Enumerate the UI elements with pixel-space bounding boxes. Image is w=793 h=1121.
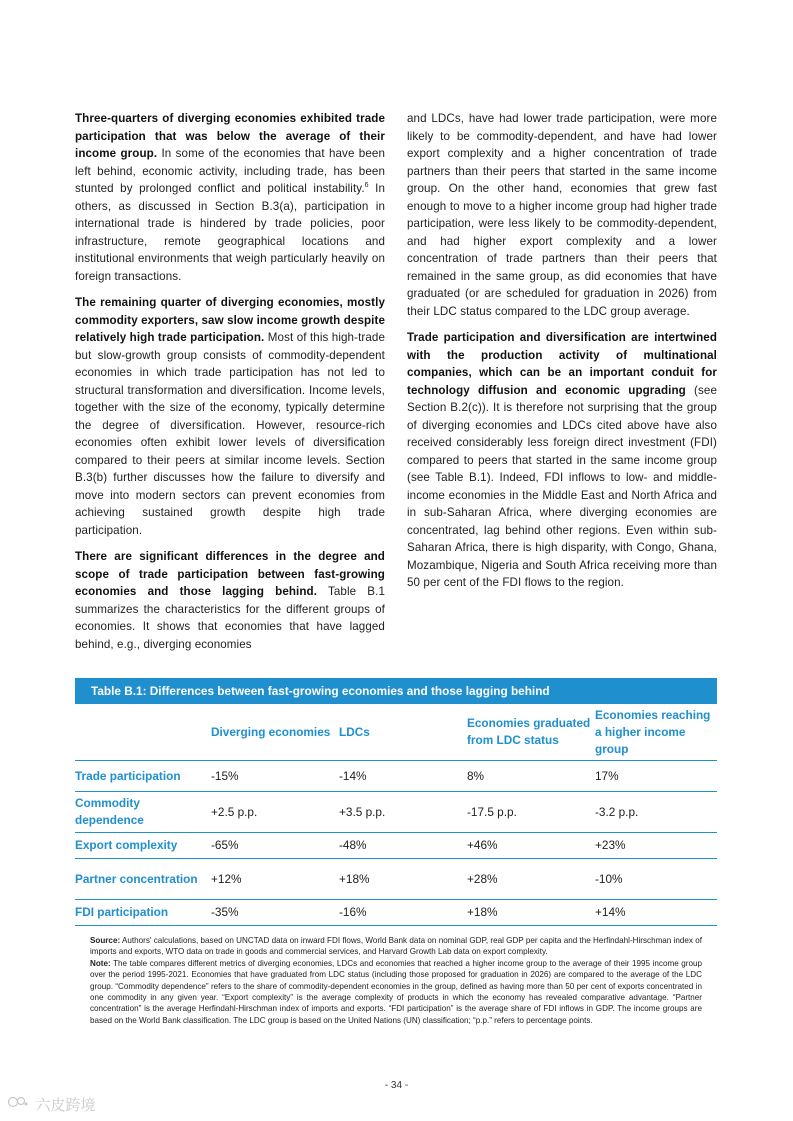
table-cell: -65% bbox=[211, 833, 339, 859]
table-cell: +18% bbox=[339, 859, 467, 900]
table-row bbox=[75, 792, 717, 833]
table-cell: +3.5 p.p. bbox=[339, 792, 467, 833]
paragraph: Trade participation and diversification are intertwined with the production activity of multinational companies, which can be an important conduit for technology diffusion and economic upgrading (see Section B.2(c)). It is therefore not surprising that the group of diverging economies and LDCs cited above have also received considerably less foreign direct investment (FDI) compared to peers that started in the same income group (see Table B.1). Indeed, FDI inflows to low- and middle-income economies in the Middle East and North Africa and in sub-Saharan Africa, where diverging economies are concentrated, lag behind other regions. Even within sub-Saharan Africa, there is high disparity, with Congo, Ghana, Mozambique, Nigeria and South Africa receiving more than 50 per cent of the FDI flows to the region. bbox=[407, 331, 717, 589]
methodology-note: Note: The table compares different metrics of diverging economies, LDCs and economies that reached a higher income group to the average of their 1995 income group over the period 1995-2021. Economies that have graduated from LDC status (including those proposed for graduation in 2026) are compared to the average of the LDC group. “Commodity dependence” refers to the share of commodity-dependent economies in the group, defined as having more than 50 per cent of exports concentrated in one commodity in any given year. “Export complexity” is the average complexity of products in which the economy has revealed comparative advantage. “Partner concentration” is the average Herfindahl-Hirschman index of imports and exports. “FDI participation” is the average share of FDI inflows in GDP. The income groups are based on the World Bank classification. The LDC group is based on the United Nations (UN) classification; “p.p.” refers to percentage points. bbox=[90, 958, 702, 1025]
table-cell: -16% bbox=[339, 900, 467, 926]
table-b1 bbox=[75, 678, 717, 926]
header-cell: LDCs bbox=[339, 704, 467, 761]
paragraph-lead: There are significant differences in the degree and scope of trade participation between fast-growing economies and those lagging behind. bbox=[75, 550, 385, 598]
paragraph: The remaining quarter of diverging economies, mostly commodity exporters, saw slow income growth despite relatively high trade participation. Most of this high-trade but slow-growth group consists of commodity-dependent economies in which trade participation has not led to structural transformation and diversification. Income levels, together with the size of the economy, typically determine the degree of diversification. However, resource-rich economies often exhibit lower levels of diversification compared to their peers at similar income levels. Section B.3(b) further discusses how the failure to diversify and move into modern sectors can prevent economies from achieving sustained growth despite high trade participation. bbox=[75, 296, 385, 537]
table-cell: +12% bbox=[211, 859, 339, 900]
table-cell: -3.2 p.p. bbox=[595, 792, 717, 833]
table-cell: +2.5 p.p. bbox=[211, 792, 339, 833]
table-title: Table B.1: Differences between fast-growing economies and those lagging behind bbox=[75, 678, 717, 704]
table-header-row bbox=[75, 704, 717, 761]
header-cell: Economies reaching a higher income group bbox=[595, 704, 717, 761]
table-row bbox=[75, 859, 717, 900]
row-header: FDI participation bbox=[75, 900, 211, 926]
table-row bbox=[75, 900, 717, 926]
table-cell: +23% bbox=[595, 833, 717, 859]
footnote-ref[interactable]: 6 bbox=[364, 182, 369, 190]
data-table bbox=[75, 704, 717, 926]
header-cell: Economies graduated from LDC status bbox=[467, 704, 595, 761]
paragraph-lead: The remaining quarter of diverging economies, mostly commodity exporters, saw slow income growth despite relatively high trade participation. bbox=[75, 296, 385, 344]
table-cell: +28% bbox=[467, 859, 595, 900]
watermark-text: 六皮跨境 bbox=[35, 1096, 96, 1114]
paragraph: and LDCs, have had lower trade participation, were more likely to be commodity-dependent, and have had lower export complexity and a higher concentration of trade partners than their peers that started in the same income group. On the other hand, economies that grew fast enough to move to a higher income group had higher trade participation, were less likely to be commodity-dependent, and had higher export complexity and a lower concentration of trade partners than their peers that remained in the same group, as did economies that have graduated (or are scheduled for graduation in 2026) from their LDC status compared to the LDC group average. bbox=[407, 112, 717, 318]
right-column bbox=[407, 110, 717, 601]
left-column bbox=[75, 110, 385, 662]
paragraph-lead: Trade participation and diversification are intertwined with the production activity of multinational companies, which can be an important conduit for technology diffusion and economic upgrading bbox=[407, 331, 717, 397]
table-cell: -35% bbox=[211, 900, 339, 926]
row-header: Partner concentration bbox=[75, 859, 211, 900]
table-cell: +18% bbox=[467, 900, 595, 926]
table-notes bbox=[90, 935, 702, 1026]
table-cell: 17% bbox=[595, 761, 717, 792]
watermark bbox=[8, 1094, 96, 1115]
paragraph: Three-quarters of diverging economies exhibited trade participation that was below the average of their income group. In some of the economies that have been left behind, economic activity, including trade, has been stunted by prolonged conflict and political instability.$^6$ In others, as discussed in Section B.3(a), participation in international trade is hindered by trade policies, poor infrastructure, remote geographical locations and institutional environments that weigh particularly heavily on foreign transactions. bbox=[75, 112, 385, 283]
table-cell: -10% bbox=[595, 859, 717, 900]
page-number: - 34 - bbox=[384, 1080, 409, 1091]
paragraph-lead: Three-quarters of diverging economies exhibited trade participation that was below the average of their income group. bbox=[75, 112, 385, 160]
table-cell: +46% bbox=[467, 833, 595, 859]
table-cell: -17.5 p.p. bbox=[467, 792, 595, 833]
table-cell: -48% bbox=[339, 833, 467, 859]
table-cell: 8% bbox=[467, 761, 595, 792]
table-row bbox=[75, 833, 717, 859]
table-cell: +14% bbox=[595, 900, 717, 926]
table-cell: -15% bbox=[211, 761, 339, 792]
header-cell bbox=[75, 704, 211, 761]
source-note: Source: Authors' calculations, based on UNCTAD data on inward FDI flows, World Bank data on nominal GDP, real GDP per capita and the Herfindahl-Hirschman index of imports and exports, WTO data on trade in goods and commercial services, and Harvard Growth Lab data on export complexity. bbox=[90, 936, 702, 957]
row-header: Export complexity bbox=[75, 833, 211, 859]
bubble-logo-icon bbox=[8, 1098, 32, 1111]
row-header: Trade participation bbox=[75, 761, 211, 792]
header-cell: Diverging economies bbox=[211, 704, 339, 761]
row-header: Commodity dependence bbox=[75, 792, 211, 833]
table-row bbox=[75, 761, 717, 792]
paragraph: There are significant differences in the degree and scope of trade participation between fast-growing economies and those lagging behind. Table B.1 summarizes the characteristics for the different groups of economies. It shows that economies that have lagged behind, e.g., diverging economies bbox=[75, 550, 386, 651]
table-cell: -14% bbox=[339, 761, 467, 792]
